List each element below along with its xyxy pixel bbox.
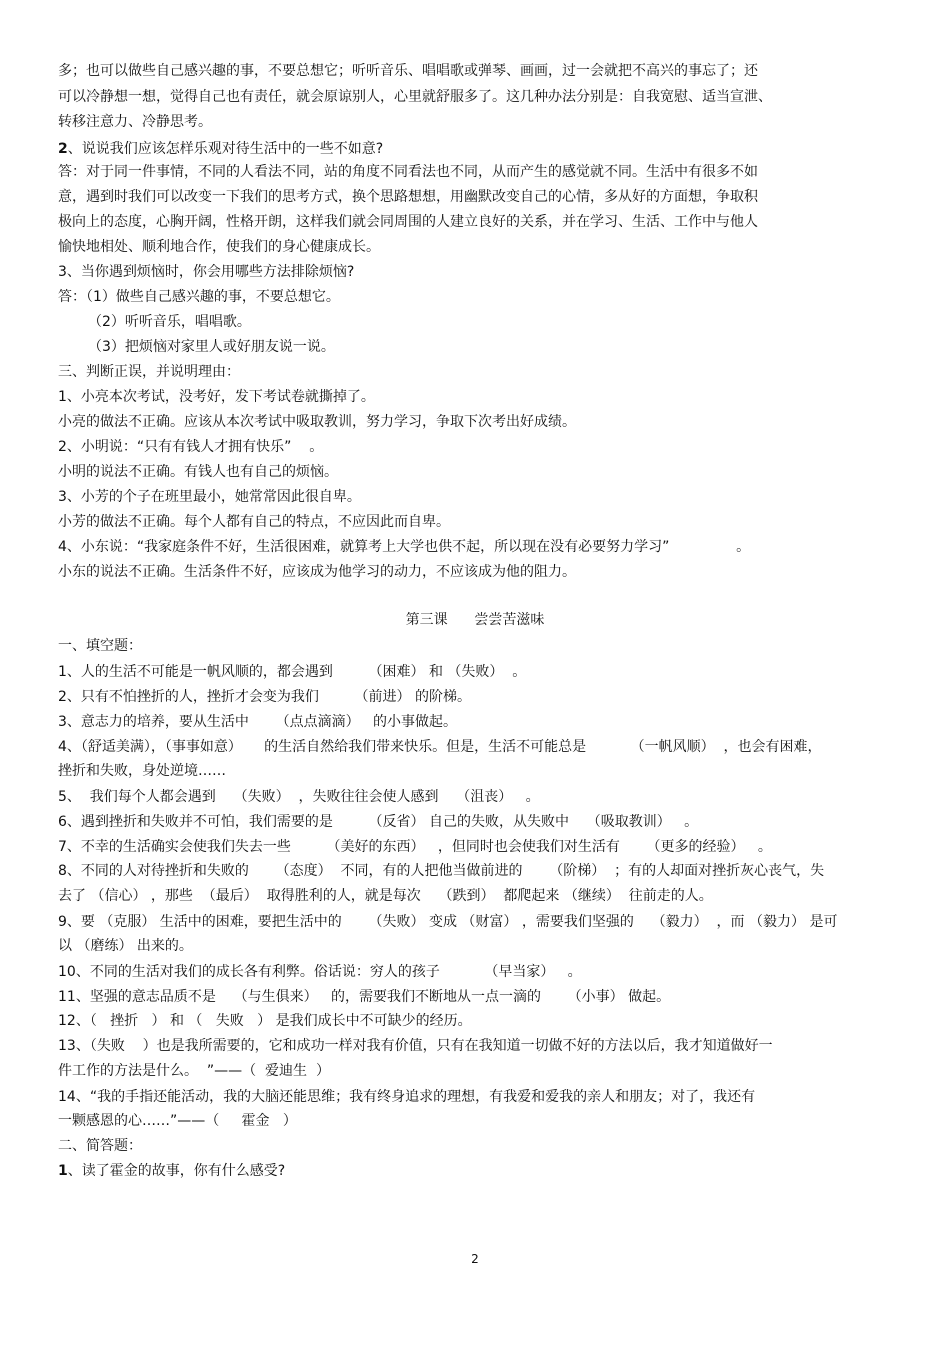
short-answer-question <box>58 1162 285 1180</box>
fill-item: 2、只有不怕挫折的人，挫折才会变为我们 （前进） 的阶梯。 <box>58 689 471 705</box>
lesson-title: 第三课 尝尝苦滋味 <box>405 612 545 628</box>
section-heading: 二、简答题： <box>58 1138 142 1154</box>
judge-answer: 小芳的做法不正确。每个人都有自己的特点，不应因此而自卑。 <box>58 514 450 530</box>
fill-item: 9、要 （克服） 生活中的困难，要把生活中的 （失败） 变成 （财富） ，需要我们坚强的 （毅力） ，而 （毅力） 是可 <box>58 914 838 930</box>
answer-line: 意，遇到时我们可以改变一下我们的思考方式，换个思路想想，用幽默改变自己的心情，多从好的方面想，争取积 <box>58 189 758 205</box>
fill-item: 3、意志力的培养，要从生活中 （点点滴滴） 的小事做起。 <box>58 714 457 730</box>
fill-item: 去了 （信心） ，那些 （最后） 取得胜利的人，就是每次 （跌到） 都爬起来 （继续） 往前走的人。 <box>58 888 713 904</box>
answer-line: 答：对于同一件事情，不同的人看法不同，站的角度不同看法也不同，从而产生的感觉就不同。生活中有很多不如 <box>58 164 758 180</box>
question-2 <box>58 140 383 158</box>
question-text: 、读了霍金的故事，你有什么感受? <box>67 1163 286 1179</box>
judge-answer: 小明的说法不正确。有钱人也有自己的烦恼。 <box>58 464 338 480</box>
text-line: 可以冷静想一想，觉得自己也有责任，就会原谅别人，心里就舒服多了。这几种办法分别是：自我宽慰、适当宣泄、 <box>58 89 772 105</box>
fill-item: 12、（ 挫折 ） 和 （ 失败 ） 是我们成长中不可缺少的经历。 <box>58 1013 472 1029</box>
fill-item: 10、不同的生活对我们的成长各有利弊。俗话说：穷人的孩子 （早当家） 。 <box>58 964 582 980</box>
answer-line: 答：（1）做些自己感兴趣的事，不要总想它。 <box>58 289 340 305</box>
judge-item: 1、小亮本次考试，没考好，发下考试卷就撕掉了。 <box>58 389 375 405</box>
fill-item: 挫折和失败，身处逆境…… <box>58 763 226 779</box>
fill-item: 8、不同的人对待挫折和失败的 （态度） 不同，有的人把他当做前进的 （阶梯） ；有的人却面对挫折灰心丧气，失 <box>58 863 825 879</box>
page-number: 2 <box>471 1252 479 1266</box>
question-number: 2 <box>58 141 68 157</box>
section-heading: 一、填空题： <box>58 638 142 654</box>
fill-item: 1、人的生活不可能是一帆风顺的，都会遇到 （困难） 和 （失败） 。 <box>58 664 527 680</box>
fill-item: 4、（舒适美满），（事事如意） 的生活自然给我们带来快乐。但是，生活不可能总是 （一帆风顺） ，也会有困难， <box>58 739 822 755</box>
question-number: 1 <box>58 1163 68 1179</box>
text-line: 多；也可以做些自己感兴趣的事，不要总想它；听听音乐、唱唱歌或弹琴、画画，过一会就把不高兴的事忘了；还 <box>58 63 758 79</box>
answer-line: 愉快地相处、顺利地合作，使我们的身心健康成长。 <box>58 239 380 255</box>
answer-line: 极向上的态度，心胸开阔，性格开朗，这样我们就会同周围的人建立良好的关系，并在学习、生活、工作中与他人 <box>58 214 758 230</box>
judge-item: 4、小东说：“我家庭条件不好，生活很困难，就算考上大学也供不起，所以现在没有必要努力学习” 。 <box>58 539 751 555</box>
fill-item: 11、坚强的意志品质不是 （与生俱来） 的，需要我们不断地从一点一滴的 （小事） 做起。 <box>58 989 671 1005</box>
question-text: 、说说我们应该怎样乐观对待生活中的一些不如意? <box>67 141 384 157</box>
fill-item: 6、遇到挫折和失败并不可怕，我们需要的是 （反省） 自己的失败，从失败中 （吸取教训） 。 <box>58 814 699 830</box>
judge-answer: 小东的说法不正确。生活条件不好，应该成为他学习的动力，不应该成为他的阻力。 <box>58 564 576 580</box>
answer-line: （2）听听音乐，唱唱歌。 <box>88 314 251 330</box>
fill-item: 13、（失败 ）也是我所需要的，它和成功一样对我有价值，只有在我知道一切做不好的方法以后，我才知道做好一 <box>58 1038 773 1054</box>
answer-line: （3）把烦恼对家里人或好朋友说一说。 <box>88 339 335 355</box>
fill-item: 一颗感恩的心……”——（ 霍金 ） <box>58 1113 297 1129</box>
fill-item: 5、 我们每个人都会遇到 （失败） ，失败往往会使人感到 （沮丧） 。 <box>58 789 540 805</box>
text-line: 转移注意力、冷静思考。 <box>58 114 212 130</box>
fill-item: 14、“我的手指还能活动，我的大脑还能思维；我有终身追求的理想，有我爱和爱我的亲人和朋友；对了，我还有 <box>58 1089 756 1105</box>
section-heading: 三、判断正误，并说明理由： <box>58 364 240 380</box>
judge-item: 3、小芳的个子在班里最小，她常常因此很自卑。 <box>58 489 361 505</box>
judge-answer: 小亮的做法不正确。应该从本次考试中吸取教训，努力学习，争取下次考出好成绩。 <box>58 414 576 430</box>
judge-item: 2、小明说：“只有有钱人才拥有快乐” 。 <box>58 439 324 455</box>
fill-item: 7、不幸的生活确实会使我们失去一些 （美好的东西） ，但同时也会使我们对生活有 （更多的经验） 。 <box>58 839 772 855</box>
fill-item: 以 （磨练） 出来的。 <box>58 938 193 954</box>
fill-item: 件工作的方法是什么。 ”——（ 爱迪生 ） <box>58 1063 330 1079</box>
question-3: 3、当你遇到烦恼时，你会用哪些方法排除烦恼? <box>58 264 355 280</box>
